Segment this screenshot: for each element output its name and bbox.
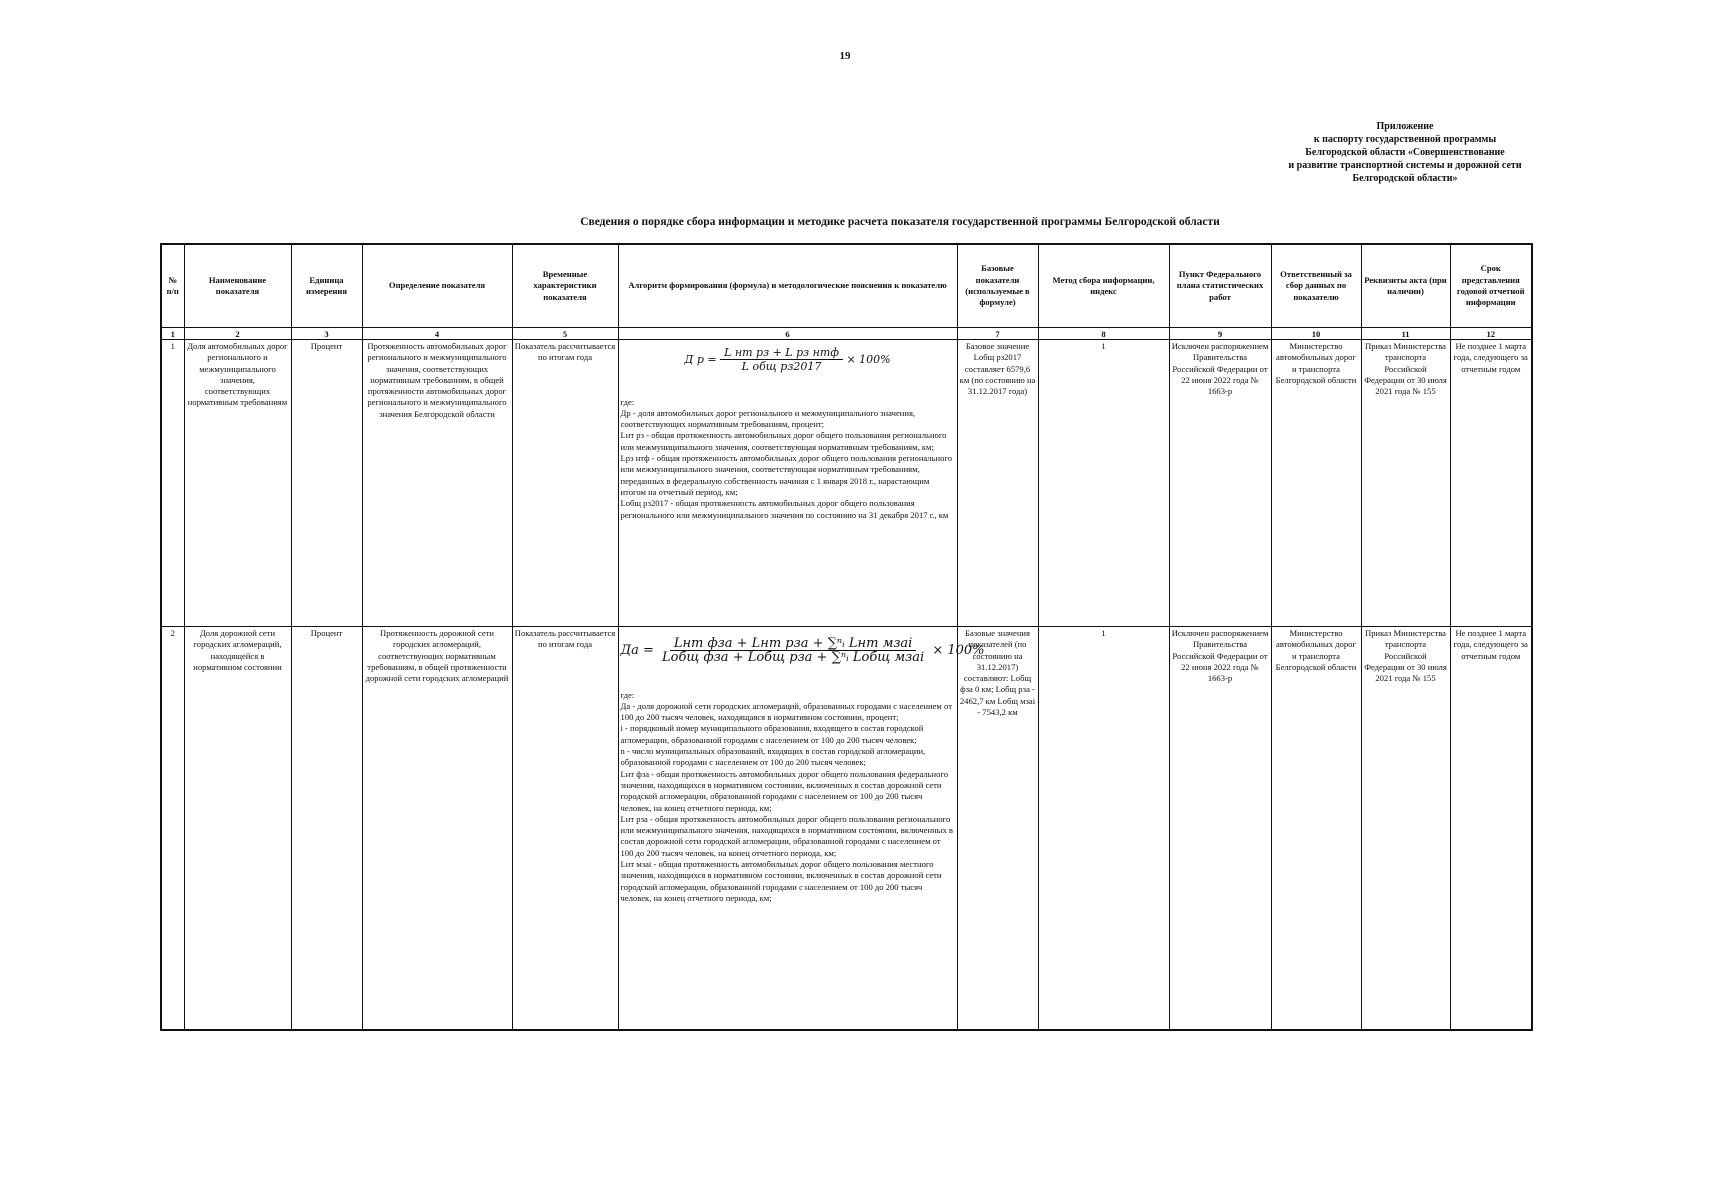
col-header-plan: Пункт Федерального плана статистических работ <box>1169 244 1271 328</box>
formula-lhs: Да = <box>620 643 654 659</box>
indicator-name: Доля дорожной сети городских агломераций, находящейся в нормативном состоянии <box>184 627 291 1031</box>
column-number: 5 <box>512 328 618 340</box>
formula <box>621 347 955 373</box>
header-row <box>161 244 1532 328</box>
col-header-unit: Единица измерения <box>291 244 362 328</box>
time-characteristics-cell: Показатель рассчитывается по итогам года <box>512 627 618 1031</box>
appendix-line: Приложение <box>1376 121 1434 132</box>
algorithm-line: Др - доля автомобильных дорог регионального и межмуниципального значения, соответствующих нормативным требованиям, процент; <box>620 407 916 430</box>
definition-cell: Протяженность дорожной сети городских агломераций, соответствующих нормативным требованиям, в общей протяженности дорожной сети городских агломераций <box>362 627 512 1031</box>
time-characteristics-cell: Показатель рассчитывается по итогам года <box>512 340 618 627</box>
unit-cell: Процент <box>291 340 362 627</box>
algorithm-line: Да - доля дорожной сети городских агломераций, образованных городами с населением от 100 до 200 тысяч человек, находящаяся в нормативном состоянии, процент; <box>620 700 952 723</box>
column-number: 1 <box>161 328 184 340</box>
column-number: 3 <box>291 328 362 340</box>
appendix-line: и развитие транспортной системы и дорожной сети <box>1288 160 1522 171</box>
algorithm-line: где: <box>620 689 635 700</box>
row-number: 2 <box>161 627 184 1031</box>
appendix-line: Белгородской области «Совершенствование <box>1305 147 1505 158</box>
formula-rhs: × 100% <box>846 353 891 367</box>
table-row <box>161 627 1532 1031</box>
deadline-cell: Не позднее 1 марта года, следующего за отчетным годом <box>1450 627 1532 1031</box>
algorithm-line: n - число муниципальных образований, входящих в состав городской агломерации, образованной городами с населением от 100 до 200 тысяч человек; <box>620 746 926 768</box>
plan-item-cell: Исключен распоряжением Правительства Российской Федерации от 22 июня 2022 года № 1663-р <box>1169 340 1271 627</box>
appendix-note <box>1270 120 1540 185</box>
algorithm-cell <box>618 340 957 627</box>
method-cell: 1 <box>1038 340 1169 627</box>
formula-numerator: L нт рз + L рз нтф <box>720 347 843 360</box>
column-number: 7 <box>957 328 1038 340</box>
indicator-name: Доля автомобильных дорог регионального и межмуниципального значения, соответствующих нормативным требованиям <box>184 340 291 627</box>
algorithm-line: Lобщ рз2017 - общая протяженность автомобильных дорог общего пользования регионального или межмуниципального значения по состоянию на 31 декабря 2017 г., км <box>620 498 949 520</box>
act-details-cell: Приказ Министерства транспорта Российской Федерации от 30 июля 2021 года № 155 <box>1361 627 1450 1031</box>
document-title: Сведения о порядке сбора информации и методике расчета показателя государственной программы Белгородской области <box>580 216 1220 228</box>
column-number: 4 <box>362 328 512 340</box>
formula-fraction <box>720 347 843 373</box>
column-number: 9 <box>1169 328 1271 340</box>
col-header-definition: Определение показателя <box>362 244 512 328</box>
algorithm-line: i - порядковый номер муниципального образования, входящего в состав городской агломерации, образованной городами с населением от 100 до 200 тысяч человек; <box>620 723 924 745</box>
plan-item-cell: Исключен распоряжением Правительства Российской Федерации от 22 июня 2022 года № 1663-р <box>1169 627 1271 1031</box>
col-header-name: Наименование показателя <box>184 244 291 328</box>
column-number: 11 <box>1361 328 1450 340</box>
col-header-responsible: Ответственный за сбор данных по показателю <box>1271 244 1361 328</box>
formula-fraction <box>658 638 928 664</box>
algorithm-line: где: <box>620 396 635 407</box>
responsible-cell: Министерство автомобильных дорог и транспорта Белгородской области <box>1271 340 1361 627</box>
col-header-num: № п/п <box>161 244 184 328</box>
col-header-method: Метод сбора информации, индекс <box>1038 244 1169 328</box>
col-header-algorithm: Алгоритм формирования (формула) и методологические пояснения к показателю <box>618 244 957 328</box>
appendix-line: Белгородской области» <box>1352 173 1458 184</box>
base-values-cell: Базовые значения показателей (по состоянию на 31.12.2017) составляют: Lобщ фза 0 км; Lобщ рза - 2462,7 км Lобщ мзаi - 7543,2 км <box>957 627 1038 1031</box>
column-number: 10 <box>1271 328 1361 340</box>
column-number: 8 <box>1038 328 1169 340</box>
column-number: 2 <box>184 328 291 340</box>
appendix-line: к паспорту государственной программы <box>1313 134 1497 145</box>
col-header-act: Реквизиты акта (при наличии) <box>1361 244 1450 328</box>
formula-rhs: × 100% <box>932 643 985 659</box>
algorithm-line: Lрз нтф - общая протяженность автомобильных дорог общего пользования регионального или межмуниципального значения, соответствующая нормативным требованиям, переданных в федеральную собственность начиная с 1 января 2018 г., нарастающим итогом на отчетный период, км; <box>620 453 953 497</box>
col-header-deadline: Срок представления годовой отчетной информации <box>1450 244 1532 328</box>
col-header-base: Базовые показатели (используемые в формуле) <box>957 244 1038 328</box>
definition-cell: Протяженность автомобильных дорог регионального и межмуниципального значения, соответствующих нормативным требованиям, в общей протяженности автомобильных дорог регионального и межмуниципального значения Белгородской области <box>362 340 512 627</box>
column-number-row <box>161 328 1532 340</box>
method-cell: 1 <box>1038 627 1169 1031</box>
page-number: 19 <box>839 50 851 62</box>
indicators-table <box>160 243 1533 1031</box>
formula-lhs: Д р = <box>684 353 717 367</box>
table-row <box>161 340 1532 627</box>
row-number: 1 <box>161 340 184 627</box>
formula-numerator: Lнт фза + Lнт рза + ∑ⁿᵢ Lнт мзаi <box>670 638 917 651</box>
algorithm-line: Lнт мзаi - общая протяженность автомобильных дорог общего пользования местного значения, находящихся в нормативном состоянии, включенных в состав дорожной сети городской агломерации, образованной городами с населением от 100 до 200 тысяч человек, на конец отчетного периода, км; <box>620 859 942 903</box>
responsible-cell: Министерство автомобильных дорог и транспорта Белгородской области <box>1271 627 1361 1031</box>
algorithm-line: Lнт рза - общая протяженность автомобильных дорог общего пользования регионального или межмуниципального значения, находящихся в нормативном состоянии, включенных в состав дорожной сети городской агломерации, образованной городами с населением от 100 до 200 тысяч человек, на конец отчетного периода, км; <box>620 813 953 858</box>
algorithm-cell <box>618 627 985 1031</box>
base-values-cell: Базовое значение Lобщ рз2017 составляет 6579,6 км (по состоянию на 31.12.2017 года) <box>957 340 1038 627</box>
formula-denominator: L общ рз2017 <box>741 360 822 374</box>
act-details-cell: Приказ Министерства транспорта Российской Федерации от 30 июля 2021 года № 155 <box>1361 340 1450 627</box>
column-number: 6 <box>618 328 957 340</box>
algorithm-line: Lнт рз - общая протяженность автомобильных дорог общего пользования регионального или межмуниципального значения, соответствующая нормативным требованиям, км; <box>620 430 947 452</box>
unit-cell: Процент <box>291 627 362 1031</box>
deadline-cell: Не позднее 1 марта года, следующего за отчетным годом <box>1450 340 1532 627</box>
formula <box>620 636 985 666</box>
formula-denominator: Lобщ фза + Lобщ рза + ∑ⁿᵢ Lобщ мзаi <box>662 650 925 666</box>
col-header-time: Временные характеристики показателя <box>512 244 618 328</box>
column-number: 12 <box>1450 328 1532 340</box>
algorithm-line: Lнт фза - общая протяженность автомобильных дорог общего пользования федерального значения, находящихся в нормативном состоянии, включенных в состав дорожной сети городской агломерации, образованной городами с населением от 100 до 200 тысяч человек, на конец отчетного периода, км; <box>620 768 949 813</box>
